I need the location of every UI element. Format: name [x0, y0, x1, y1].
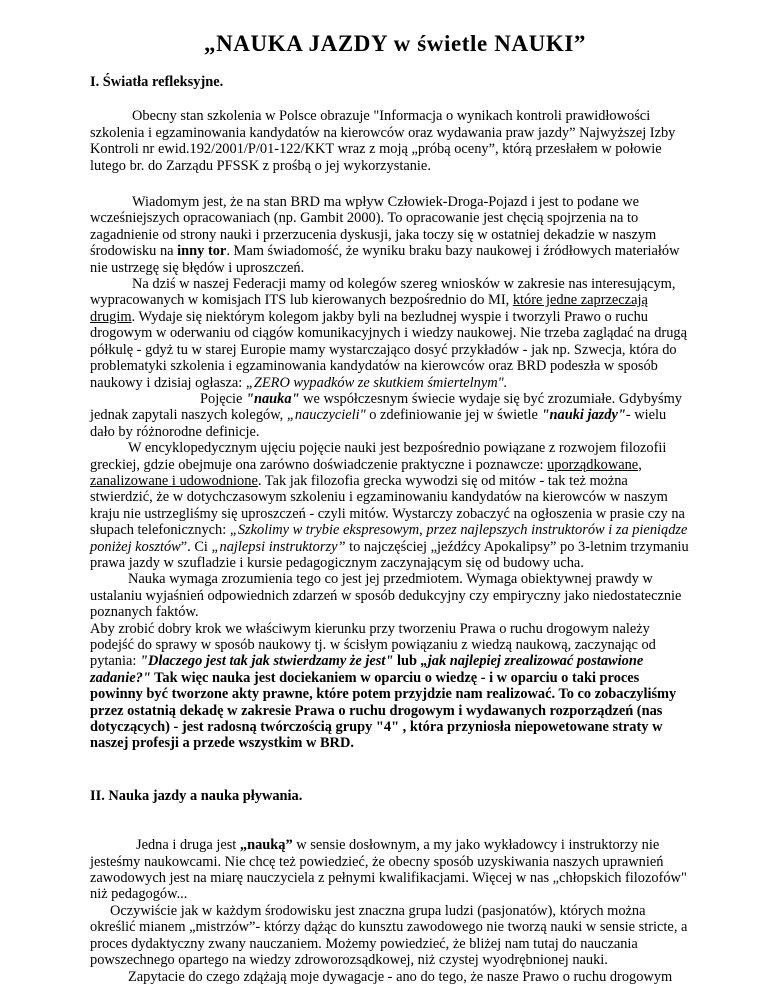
- text-run: Pojęcie: [200, 390, 246, 407]
- text-run: w sensie dosłownym, a my jako wykładowcy i instruktorzy nie jesteśmy naukowcami. Nie chcę też powiedzieć, że obecny sposób uzyskiwania naszych uprawnień zawodowych jest na miarę nauczyciela z pełnymi kwalifikacjami. Więcej w nas „chłopskich filozofów" niż pedagogów...: [90, 837, 687, 903]
- bold-run: inny tor: [177, 243, 227, 260]
- text-run: o zdefiniowanie jej w świetle: [365, 407, 542, 424]
- bold-italic-run: „jak najlepiej zrealizować postawione zadanie?": [90, 653, 644, 686]
- section-2-paragraph-1: [90, 837, 690, 903]
- underlined-run: które jedne zaprzeczają drugim: [90, 292, 648, 325]
- section-1-paragraph-7: [90, 621, 690, 752]
- underlined-run: uporządkowane, zanalizowane i udowodnione: [90, 456, 642, 489]
- section-1-heading: I. Światła refleksyjne.: [90, 74, 224, 90]
- text-run: Wiadomym jest, że na stan BRD ma wpływ Człowiek-Droga-Pojazd i jest to podane we wcześniejszych opracowaniach (np. Gambit 2000). To opracowanie jest chęcią spojrzenia na to zagadnienie od strony nauki i przerzucenia dyskusji, jaka toczy się w ostatniej dekadzie w naszym środowisku na: [90, 194, 657, 260]
- bold-run: „nauką”: [239, 837, 293, 854]
- section-1-paragraph-2: [90, 194, 690, 276]
- italic-run: „nauczycieli": [286, 407, 366, 424]
- bold-italic-run: "nauki jazdy": [541, 407, 626, 424]
- text-run: . Wydaje się niektórym kolegom jakby byli na bezludnej wyspie i tworzyli Prawo o ruchu drogowym w oderwaniu od ciągów komunikacyjnych i wiedzy naukowej. Nie trzeba zaglądać na drugą półkulę - gdyż tu w starej Europie mamy wystarczająco dosyć przykładów - jak np. Szwecja, która do problematyki szkolenia i egzaminowania kandydatów na kierowców oraz BRD podeszła w sposób naukowy i dzisiaj ogłasza:: [90, 308, 688, 391]
- text-run: we współczesnym świecie wydaje się być zrozumiałe. Gdybyśmy jednak zapytali naszych kolegów,: [90, 390, 682, 424]
- document-page: [90, 0, 690, 985]
- text-run: . Mam świadomość, że wyniku braku bazy naukowej i źródłowych materiałów nie ustrzegę się błędów i uproszczeń.: [90, 243, 680, 276]
- text-run: Aby zrobić dobry krok we właściwym kierunku przy tworzeniu Prawa o ruchu drogowym należy podejść do sprawy w sposób naukowy tj. w ścisłym powiązaniu z wiedzą naukową, zaczynając od pytania:: [90, 620, 656, 670]
- section-1-paragraph-3: [90, 276, 690, 391]
- text-run: W encyklopedycznym ujęciu pojęcie nauki jest bezpośrednio powiązane z rozwojem filozofii greckiej, gdzie obejmuje ona zarówno doświadczenie praktyczne i poznawcze:: [90, 440, 667, 473]
- section-1-paragraph-4: [90, 391, 690, 440]
- italic-run: „Szkolimy w trybie ekspresowym, przez najlepszych instruktorów i za pieniądze poniżej kosztów: [90, 522, 688, 555]
- text-run: . Tak jak filozofia grecka wywodzi się od mitów - tak też można stwierdzić, że w dotychczasowym szkoleniu i egzaminowaniu kandydatów na kierowców w naszym kraju nie ustrzegliśmy się uproszczeń - czyli mitów. Wystarczy zobaczyć na ogłoszenia w prasie czy na słupach telefonicznych:: [90, 472, 685, 539]
- section-1-paragraph-5: [90, 440, 690, 571]
- section-1-paragraph-1: Obecny stan szkolenia w Polsce obrazuje "Informacja o wynikach kontroli prawidłowości szkolenia i egzaminowania kandydatów na kierowców oraz wydawania praw jazdy” Najwyższej Izby Kontroli nr ewid.192/2001/P/01-122/KKT wraz z moją „próbą oceny”, którą przesłałem w połowie lutego br. do Zarządu PFSSK z prośbą o jej wykorzystanie.: [90, 108, 676, 174]
- bold-italic-run: "Dlaczego jest tak jak stwierdzamy że jest": [139, 653, 394, 670]
- page-title: „NAUKA JAZDY w świetle NAUKI”: [204, 31, 586, 56]
- italic-run: „najlepsi instruktorzy”: [211, 538, 346, 555]
- text-run: Jedna i druga jest: [136, 837, 240, 854]
- italic-run: „ZERO wypadków ze skutkiem śmiertelnym".: [245, 374, 508, 391]
- section-2-heading: II. Nauka jazdy a nauka pływania.: [90, 787, 303, 804]
- bold-run: lub: [393, 653, 421, 670]
- section-2-paragraph-3: Zapytacie do czego zdążają moje dywagacje - ano do tego, że nasze Prawo o ruchu drogowym: [128, 968, 673, 985]
- bold-run: Tak więc nauka jest dociekaniem w oparciu o wiedzę - i w oparciu o taki proces powinny być tworzone akty prawne, które potem przyjdzie nam realizować. To co zobaczyliśmy przez ostatnią dekadę w zakresie Prawa o ruchu drogowym i wydawanych rozporządzeń (nas dotyczących) - jest radosną twórczością grupy "4" , która przyniosła niepowetowane straty w naszej profesji a przede wszystkim w BRD.: [90, 669, 677, 752]
- text-run: Na dziś w naszej Federacji mamy od kolegów szereg wniosków w zakresie nas interesującym, wypracowanych w komisjach ITS lub kierowanych bezpośrednio do MI,: [90, 276, 676, 309]
- bold-italic-run: "nauka": [245, 390, 300, 407]
- text-run: to najczęściej „jeźdźcy Apokalipsy” po 3-letnim trzymaniu prawa jazdy w szufladzie i kursie pedagogicznym zaczynającym się od budowy ucha.: [90, 538, 689, 571]
- text-run: - wielu dało by różnorodne definicje.: [90, 407, 667, 440]
- section-2-paragraph-2: Oczywiście jak w każdym środowisku jest znaczna grupa ludzi (pasjonatów), których można określić mianem „mistrzów”- którzy dążąc do kunsztu zawodowego nie tworzą nauki w sensie stricte, a proces dydaktyczny zwany nauczaniem. Możemy powiedzieć, że bliżej nam tutaj do nauczania powszechnego opartego na wiedzy zdroworozsądkowej, niż czystej wyodrębnionej nauki.: [90, 902, 688, 969]
- section-1-paragraph-6: Nauka wymaga zrozumienia tego co jest jej przedmiotem. Wymaga obiektywnej prawdy w ustalaniu wyjaśnień odpowiednich zdarzeń w sposób dedukcyjny czy empiryczny jako niedostatecznie poznanych faktów.: [90, 571, 682, 621]
- text-run: ”. Ci: [180, 538, 212, 555]
